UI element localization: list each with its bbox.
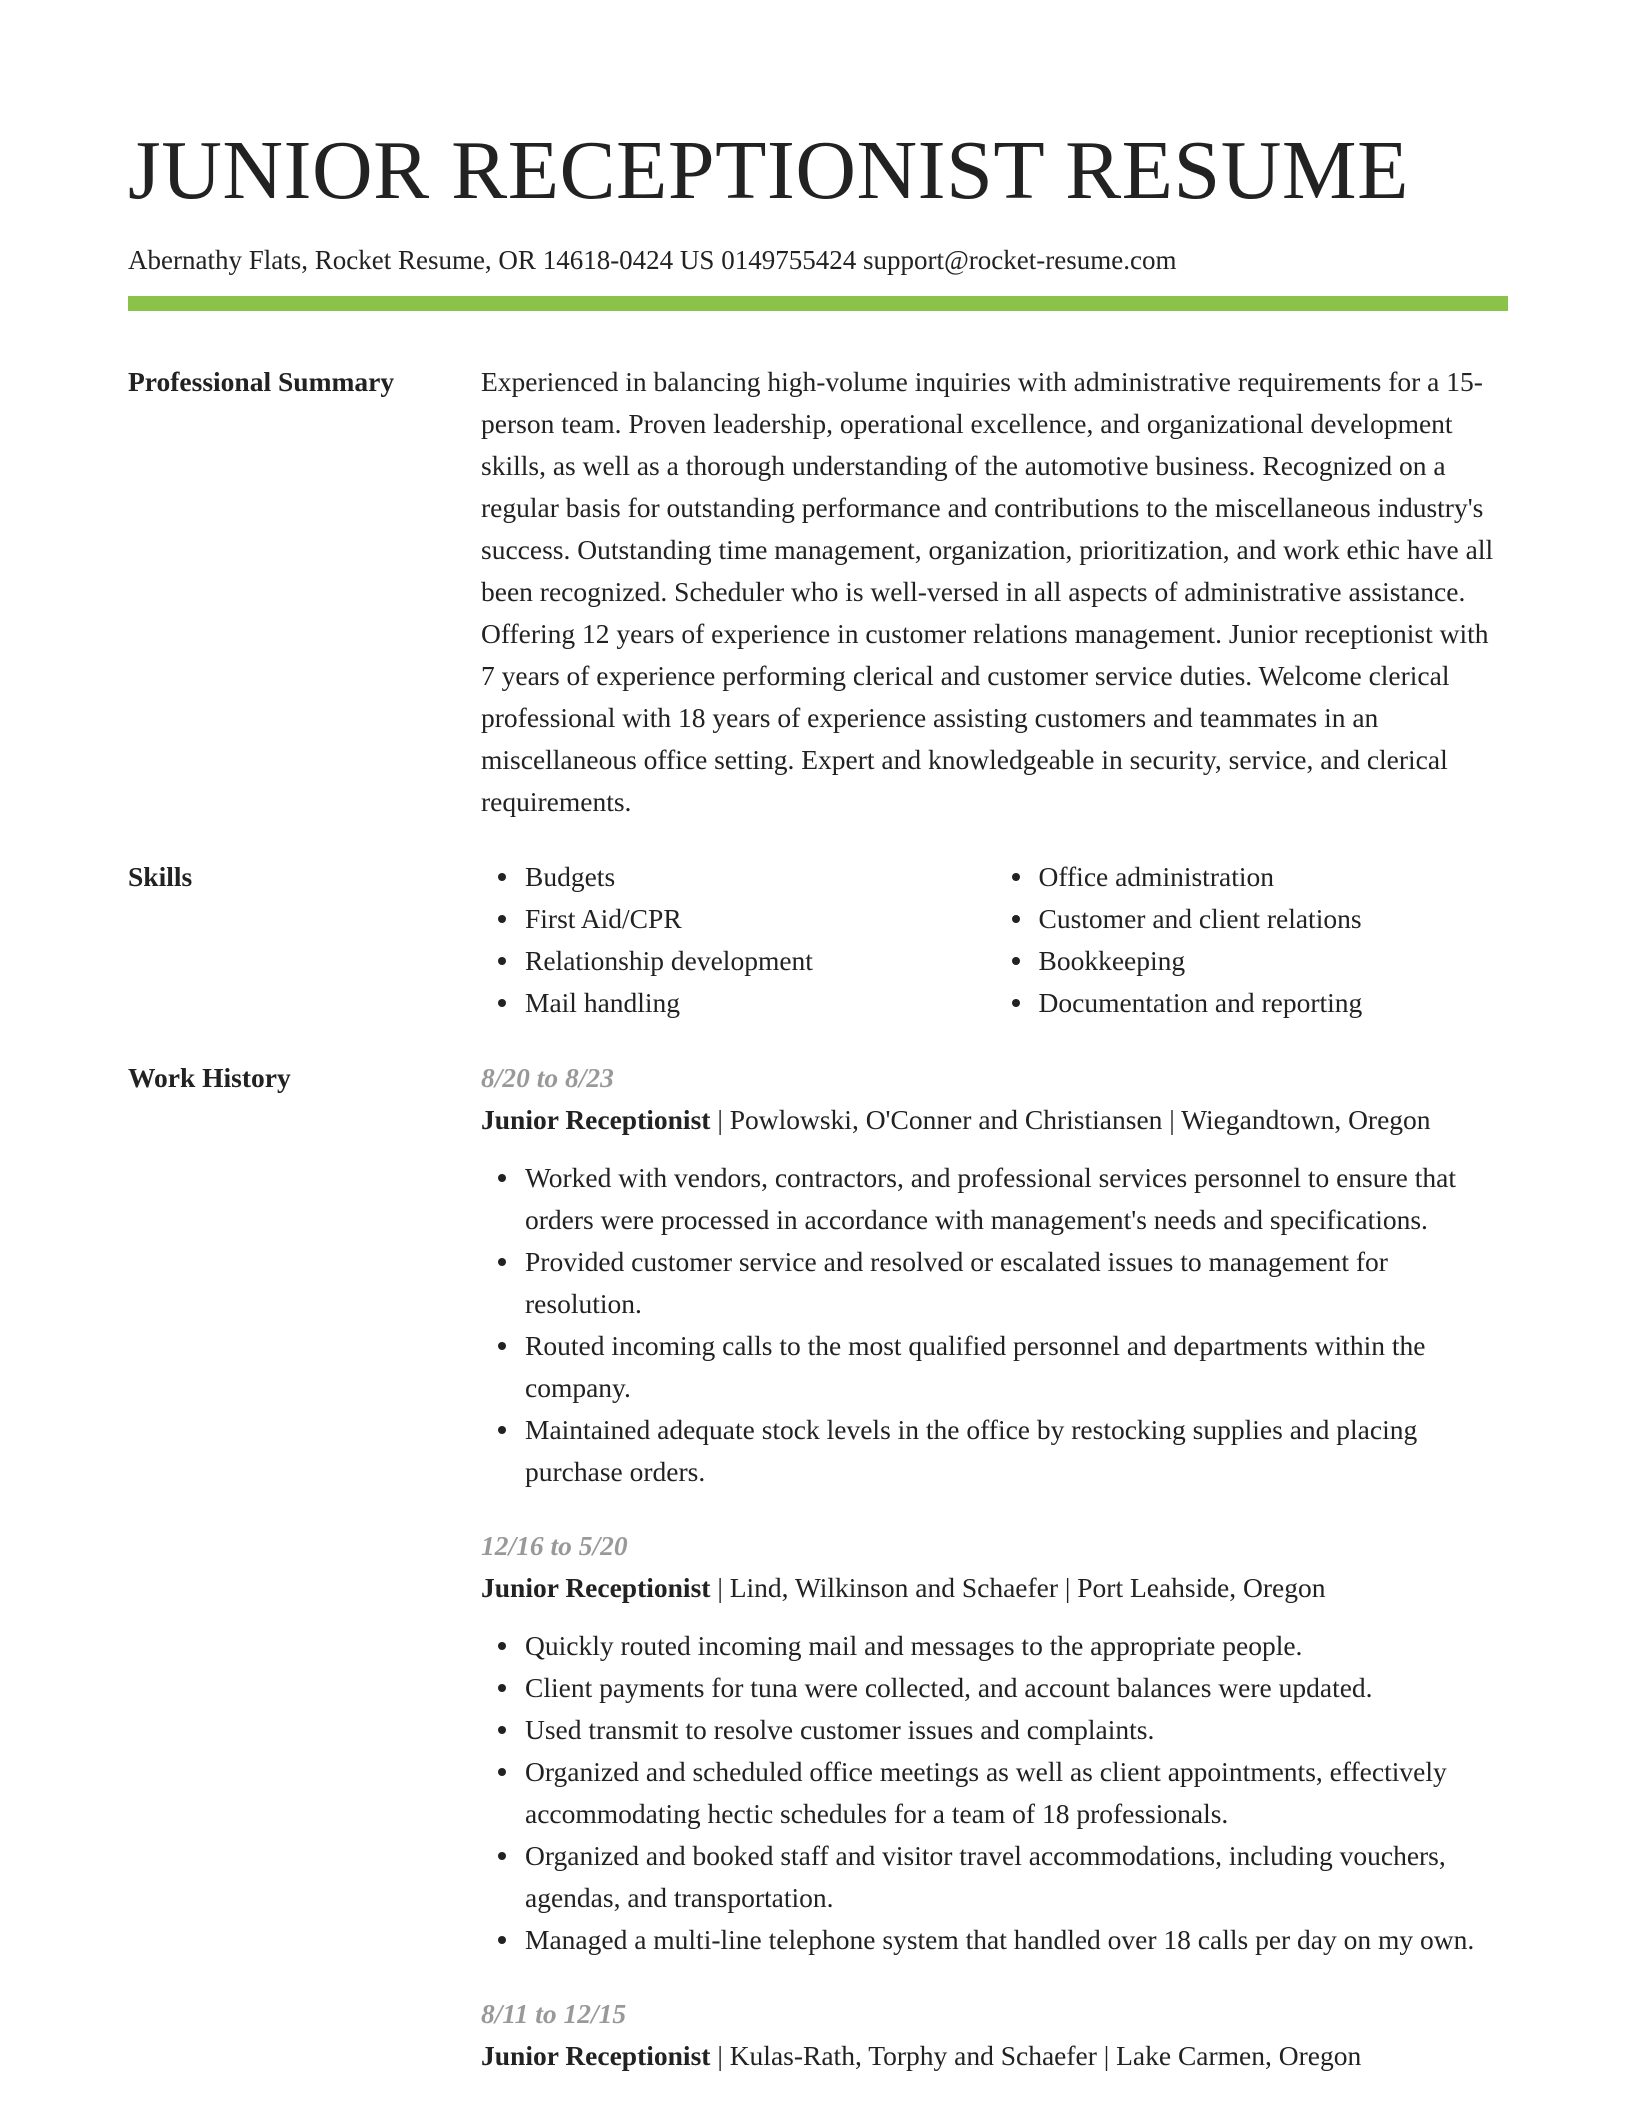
job-employer-location: | Powlowski, O'Conner and Christiansen | Wiegandtown, Oregon xyxy=(710,1104,1431,1135)
job-employer-location: | Lind, Wilkinson and Schaefer | Port Leahside, Oregon xyxy=(710,1572,1326,1603)
job-title: Junior Receptionist xyxy=(481,1104,711,1135)
resume-title: JUNIOR RECEPTIONIST RESUME xyxy=(128,124,1409,217)
skill-item: Office administration xyxy=(1039,856,1509,898)
contact-line: Abernathy Flats, Rocket Resume, OR 14618-0424 US 0149755424 support@rocket-resume.com xyxy=(128,245,1177,275)
job-header xyxy=(481,2035,1508,2077)
skills-section xyxy=(128,856,1508,1024)
job-dates: 8/20 to 8/23 xyxy=(481,1062,614,1093)
job-header xyxy=(481,1099,1508,1141)
skill-item: Documentation and reporting xyxy=(1039,982,1509,1024)
skill-item: Relationship development xyxy=(525,940,995,982)
section-heading: Work History xyxy=(128,1062,291,1093)
duty-item: Organized and scheduled office meetings as well as client appointments, effectively accommodating hectic schedules for a team of 18 professionals. xyxy=(525,1751,1508,1835)
duty-item: Worked with vendors, contractors, and professional services personnel to ensure that orders were processed in accordance with management's needs and specifications. xyxy=(525,1157,1508,1241)
accent-divider xyxy=(128,296,1508,311)
duty-item: Provided customer service and resolved or escalated issues to management for resolution. xyxy=(525,1241,1508,1325)
section-heading: Professional Summary xyxy=(128,366,395,397)
professional-summary-section xyxy=(128,361,1508,823)
skill-item: First Aid/CPR xyxy=(525,898,995,940)
job-header xyxy=(481,1567,1508,1609)
summary-text: Experienced in balancing high-volume inquiries with administrative requirements for a 15-person team. Proven leadership, operational excellence, and organizational development skills, as well as a thorough understanding of the automotive business. Recognized on a regular basis for outstanding performance and contributions to the miscellaneous industry's success. Outstanding time management, organization, prioritization, and work ethic have all been recognized. Scheduler who is well-versed in all aspects of administrative assistance. Offering 12 years of experience in customer relations management. Junior receptionist with 7 years of experience performing clerical and customer service duties. Welcome clerical professional with 18 years of experience assisting customers and teammates in an miscellaneous office setting. Expert and knowledgeable in security, service, and clerical requirements. xyxy=(481,366,1494,817)
section-heading: Skills xyxy=(128,861,193,892)
job-entry xyxy=(481,1993,1508,2077)
skills-column-left xyxy=(481,856,995,1024)
resume-page xyxy=(128,0,1508,2109)
duty-item: Quickly routed incoming mail and messages to the appropriate people. xyxy=(525,1625,1508,1667)
work-history-section xyxy=(128,1057,1508,2109)
duty-item: Client payments for tuna were collected, and account balances were updated. xyxy=(525,1667,1508,1709)
job-employer-location: | Kulas-Rath, Torphy and Schaefer | Lake Carmen, Oregon xyxy=(710,2040,1362,2071)
job-dates: 8/11 to 12/15 xyxy=(481,1998,627,2029)
duty-item: Used transmit to resolve customer issues and complaints. xyxy=(525,1709,1508,1751)
duty-item: Managed a multi-line telephone system that handled over 18 calls per day on my own. xyxy=(525,1919,1508,1961)
job-entry xyxy=(481,1057,1508,1493)
duty-item: Organized and booked staff and visitor travel accommodations, including vouchers, agendas, and transportation. xyxy=(525,1835,1508,1919)
skill-item: Mail handling xyxy=(525,982,995,1024)
job-duties xyxy=(481,1157,1508,1493)
job-dates: 12/16 to 5/20 xyxy=(481,1530,628,1561)
skill-item: Budgets xyxy=(525,856,995,898)
skill-item: Customer and client relations xyxy=(1039,898,1509,940)
skills-grid xyxy=(481,856,1508,1024)
duty-item: Routed incoming calls to the most qualified personnel and departments within the company. xyxy=(525,1325,1508,1409)
skill-item: Bookkeeping xyxy=(1039,940,1509,982)
job-title: Junior Receptionist xyxy=(481,2040,711,2071)
job-title: Junior Receptionist xyxy=(481,1572,711,1603)
job-duties xyxy=(481,1625,1508,1961)
skills-column-right xyxy=(995,856,1509,1024)
job-entry xyxy=(481,1525,1508,1961)
duty-item: Maintained adequate stock levels in the office by restocking supplies and placing purchase orders. xyxy=(525,1409,1508,1493)
